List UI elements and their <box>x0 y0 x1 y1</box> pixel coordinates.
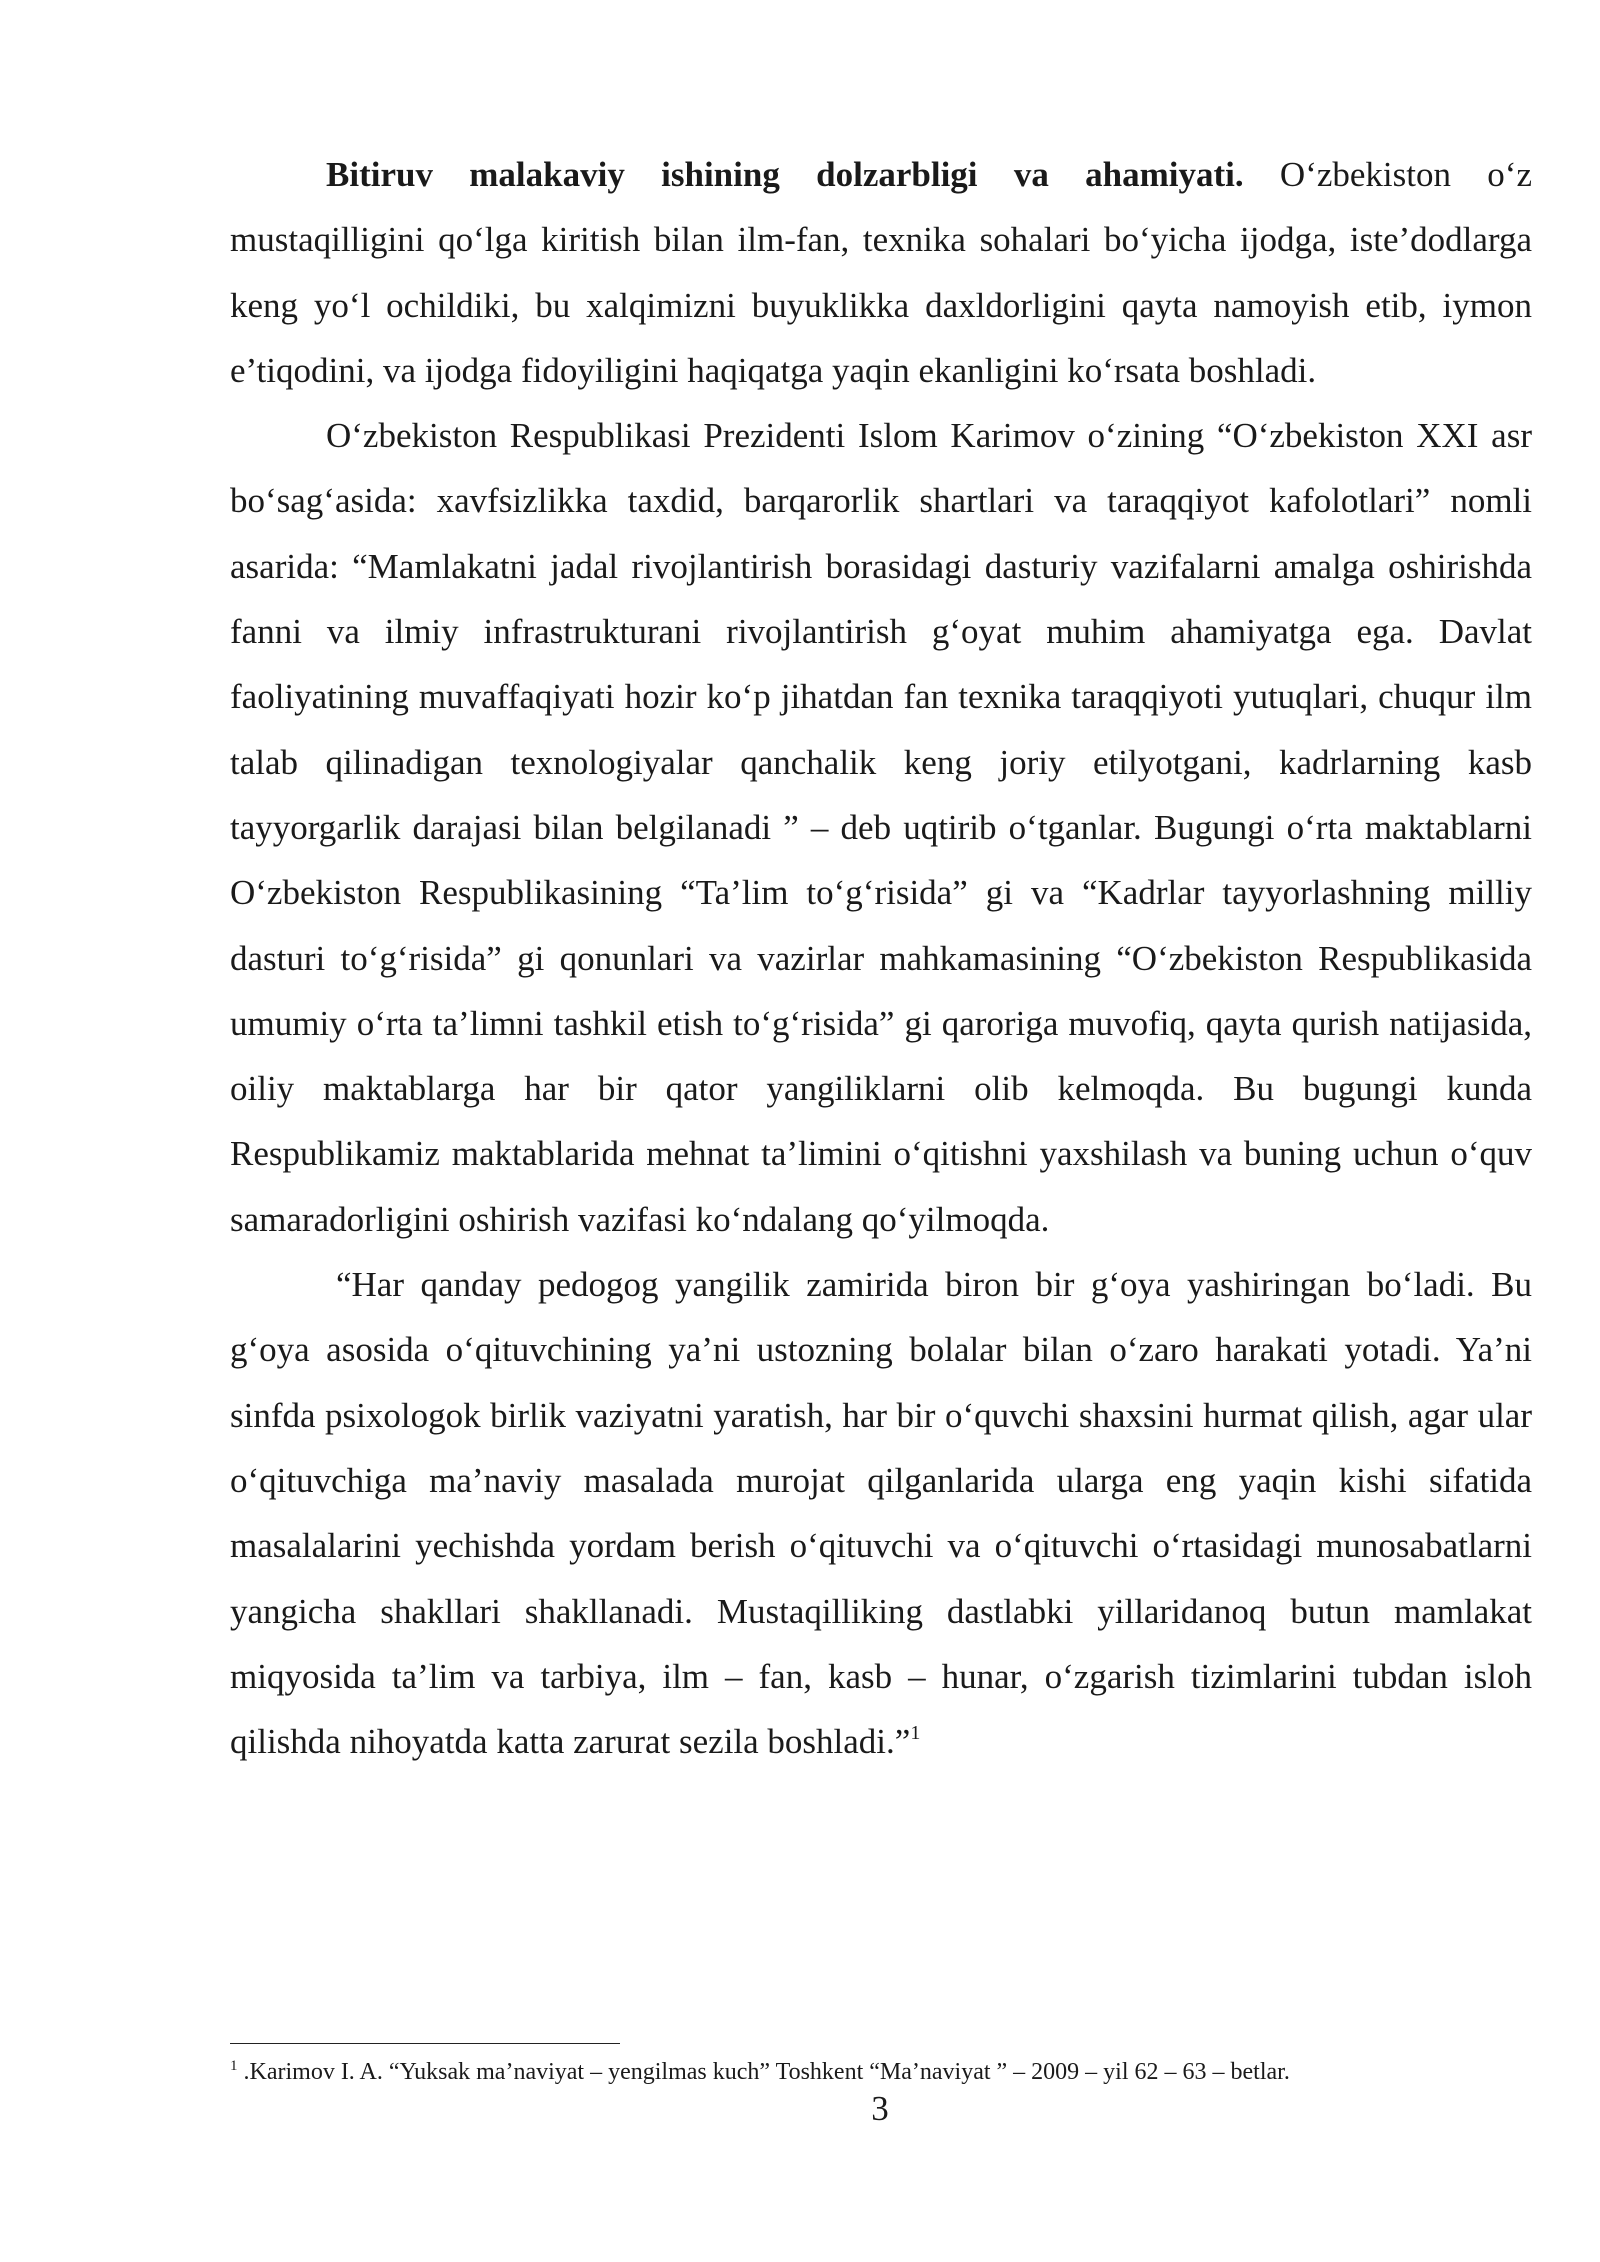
footnote-text: .Karimov I. A. “Yuksak ma’naviyat – yengilmas kuch” Toshkent “Ma’naviyat ” – 2009 – yil 62 – 63 – betlar. <box>237 2059 1290 2085</box>
footnote <box>230 2056 1532 2088</box>
footnote-marker: 1 <box>230 2058 238 2074</box>
paragraph-pedagogy-quote <box>230 1252 1532 1774</box>
paragraph-president-quote <box>230 403 1532 1252</box>
footnote-reference[interactable]: 1 <box>910 1722 921 1745</box>
document-body <box>230 142 1532 1774</box>
footnote-separator <box>230 2043 620 2044</box>
page-number: 3 <box>871 2089 889 2128</box>
section-heading: Bitiruv malakaviy ishining dolzarbligi va ahamiyati. <box>326 155 1244 194</box>
paragraph-text: O‘zbekiston Respublikasi Prezidenti Islom Karimov o‘zining “O‘zbekiston XXI asr bo‘sag‘asida: xavfsizlikka taxdid, barqarorlik shartlari va taraqqiyot kafolotlari” nomli asarida: “Mamlakatni jadal rivojlantirish borasidagi dasturiy vazifalarni amalga oshirishda fanni va ilmiy infrastrukturani rivojlantirish g‘oyat muhim ahamiyatga ega. Davlat faoliyatining muvaffaqiyati hozir ko‘p jihatdan fan texnika taraqqiyoti yutuqlari, chuqur ilm talab qilinadigan texnologiyalar qanchalik keng joriy etilyotgani, kadrlarning kasb tayyorgarlik darajasi bilan belgilanadi ” – deb uqtirib o‘tganlar. Bugungi o‘rta maktablarni O‘zbekiston Respublikasining “Ta’lim to‘g‘risida” gi va “Kadrlar tayyorlashning milliy dasturi to‘g‘risida” gi qonunlari va vazirlar mahkamasining “O‘zbekiston Respublikasida umumiy o‘rta ta’limni tashkil etish to‘g‘risida” gi qaroriga muvofiq, qayta qurish natijasida, oiliy maktablarga har bir qator yangiliklarni olib kelmoqda. Bu bugungi kunda Respublikamiz maktablarida mehnat ta’limini o‘qitishni yaxshilash va buning uchun o‘quv samaradorligini oshirish vazifasi ko‘ndalang qo‘yilmoqda. <box>230 416 1532 1239</box>
paragraph-text: O‘zbekiston o‘z mustaqilligini qo‘lga kiritish bilan ilm-fan, texnika sohalari bo‘yicha ijodga, iste’dodlarga keng yo‘l ochildiki, bu xalqimizni buyuklikka daxldorligini qayta namoyish etib, iymon e’tiqodini, va ijodga fidoyiligini haqiqatga yaqin ekanligini ko‘rsata boshladi. <box>230 155 1533 390</box>
paragraph-text: “Har qanday pedogog yangilik zamirida biron bir g‘oya yashiringan bo‘ladi. Bu g‘oya asosida o‘qituvchining ya’ni ustozning bolalar bilan o‘zaro harakati yotadi. Ya’ni sinfda psixologok birlik vaziyatni yaratish, har bir o‘quvchi shaxsini hurmat qilish, agar ular o‘qituvchiga ma’naviy masalada murojat qilganlarida ularga eng yaqin kishi sifatida masalalarini yechishda yordam berish o‘qituvchi va o‘qituvchi o‘rtasidagi munosabatlarni yangicha shakllari shakllanadi. Mustaqilliking dastlabki yillaridanoq butun mamlakat miqyosida ta’lim va tarbiya, ilm – fan, kasb – hunar, o‘zgarish tizimlarini tubdan isloh qilishda nihoyatda katta zarurat sezila boshladi.” <box>230 1265 1532 1762</box>
paragraph-intro <box>230 142 1532 403</box>
